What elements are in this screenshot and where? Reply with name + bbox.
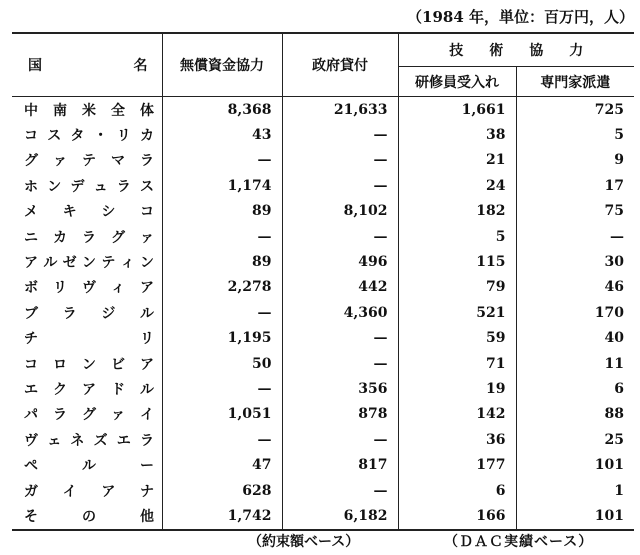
experts-cell: 25 — [516, 427, 634, 452]
trainees-cell: 182 — [398, 199, 516, 224]
grant-cell: 43 — [162, 122, 282, 147]
trainees-cell: 24 — [398, 173, 516, 198]
trainees-cell: 36 — [398, 427, 516, 452]
trainees-cell: 6 — [398, 478, 516, 503]
country-name: メ キ シ コ — [24, 204, 154, 221]
grant-cell: 89 — [162, 249, 282, 274]
loan-cell: 817 — [282, 452, 398, 477]
loan-cell: 878 — [282, 402, 398, 427]
table-row — [12, 148, 634, 173]
grant-cell: 1,742 — [162, 503, 282, 529]
experts-cell: 17 — [516, 173, 634, 198]
grant-cell: 1,195 — [162, 326, 282, 351]
table-row — [12, 275, 634, 300]
grant-cell: — — [162, 376, 282, 401]
country-name: ア ル ゼ ン テ ィ ン — [24, 255, 154, 272]
trainees-cell: 21 — [398, 148, 516, 173]
country-cell — [12, 427, 162, 452]
experts-cell: 6 — [516, 376, 634, 401]
loan-cell: — — [282, 427, 398, 452]
loan-cell: — — [282, 351, 398, 376]
header-grant: 無償資金協力 — [162, 33, 282, 97]
experts-cell: 5 — [516, 122, 634, 147]
experts-cell: 101 — [516, 503, 634, 529]
header-experts: 専門家派遣 — [516, 67, 634, 97]
table-row — [12, 326, 634, 351]
grant-cell: 1,174 — [162, 173, 282, 198]
country-cell — [12, 199, 162, 224]
loan-cell: — — [282, 224, 398, 249]
header-technical-label: 技術協力 — [449, 43, 610, 59]
table-row — [12, 376, 634, 401]
country-cell — [12, 351, 162, 376]
country-name: グ ァ テ マ ラ — [24, 153, 154, 170]
table-row — [12, 97, 634, 123]
country-name: ボ リ ヴ ィ ア — [24, 280, 154, 297]
country-name: チ リ — [24, 331, 154, 348]
loan-cell: — — [282, 326, 398, 351]
trainees-cell: 79 — [398, 275, 516, 300]
country-cell — [12, 402, 162, 427]
country-name: コ ス タ ・ リ カ — [24, 128, 154, 145]
experts-cell: 101 — [516, 452, 634, 477]
loan-cell: 442 — [282, 275, 398, 300]
loan-cell: — — [282, 478, 398, 503]
table-row — [12, 478, 634, 503]
trainees-cell: 177 — [398, 452, 516, 477]
trainees-cell: 59 — [398, 326, 516, 351]
country-name: ペ ル ー — [24, 458, 154, 475]
trainees-cell: 38 — [398, 122, 516, 147]
table-header — [12, 33, 634, 97]
grant-cell: — — [162, 300, 282, 325]
country-cell — [12, 148, 162, 173]
loan-cell: 6,182 — [282, 503, 398, 529]
country-cell — [12, 478, 162, 503]
experts-cell: 46 — [516, 275, 634, 300]
table-row — [12, 199, 634, 224]
experts-cell: 88 — [516, 402, 634, 427]
header-loan: 政府貸付 — [282, 33, 398, 97]
header-country-char-1: 国 — [28, 58, 42, 74]
trainees-cell: 19 — [398, 376, 516, 401]
table-row — [12, 224, 634, 249]
table-row — [12, 452, 634, 477]
table-row — [12, 122, 634, 147]
header-technical — [398, 33, 634, 67]
grant-cell: 89 — [162, 199, 282, 224]
country-cell — [12, 97, 162, 123]
table-row — [12, 503, 634, 529]
experts-cell: 1 — [516, 478, 634, 503]
country-cell — [12, 376, 162, 401]
grant-cell: 47 — [162, 452, 282, 477]
country-cell — [12, 173, 162, 198]
footnote-tech-basis: （ＤＡＣ実績ベース） — [444, 534, 594, 550]
table-row — [12, 173, 634, 198]
experts-cell: 75 — [516, 199, 634, 224]
country-name: パ ラ グ ァ イ — [24, 407, 154, 424]
country-cell — [12, 503, 162, 529]
country-cell — [12, 275, 162, 300]
country-cell — [12, 300, 162, 325]
loan-cell: 8,102 — [282, 199, 398, 224]
grant-cell: — — [162, 427, 282, 452]
trainees-cell: 521 — [398, 300, 516, 325]
grant-cell: 628 — [162, 478, 282, 503]
country-cell — [12, 122, 162, 147]
trainees-cell: 142 — [398, 402, 516, 427]
table-row — [12, 249, 634, 274]
country-name: ホ ン デ ュ ラ ス — [24, 178, 154, 195]
table-row — [12, 300, 634, 325]
experts-cell: 725 — [516, 97, 634, 123]
country-name: コ ロ ン ビ ア — [24, 356, 154, 373]
country-cell — [12, 224, 162, 249]
trainees-cell: 115 — [398, 249, 516, 274]
country-name: 中 南 米 全 体 — [24, 102, 154, 119]
aid-table — [12, 32, 634, 531]
table-row — [12, 351, 634, 376]
experts-cell: 9 — [516, 148, 634, 173]
loan-cell: 356 — [282, 376, 398, 401]
grant-cell: 1,051 — [162, 402, 282, 427]
loan-cell: 4,360 — [282, 300, 398, 325]
grant-cell: 50 — [162, 351, 282, 376]
experts-cell: — — [516, 224, 634, 249]
unit-note: （1984 年，単位：百万円，人） — [407, 8, 634, 26]
loan-cell: — — [282, 148, 398, 173]
loan-cell: 21,633 — [282, 97, 398, 123]
grant-cell: — — [162, 224, 282, 249]
grant-cell: 8,368 — [162, 97, 282, 123]
country-cell — [12, 452, 162, 477]
trainees-cell: 71 — [398, 351, 516, 376]
grant-cell: — — [162, 148, 282, 173]
table-body — [12, 97, 634, 530]
footnote-grant-basis: （約束額ベース） — [248, 534, 360, 550]
loan-cell: — — [282, 173, 398, 198]
country-name: ブ ラ ジ ル — [24, 305, 154, 322]
loan-cell: — — [282, 122, 398, 147]
table-row — [12, 402, 634, 427]
country-name: そ の 他 — [24, 508, 154, 525]
trainees-cell: 166 — [398, 503, 516, 529]
country-name: ヴ ェ ネ ズ エ ラ — [24, 432, 154, 449]
header-country-char-2: 名 — [133, 58, 148, 74]
country-name: エ ク ア ド ル — [24, 381, 154, 398]
footnotes — [0, 531, 640, 551]
trainees-cell: 1,661 — [398, 97, 516, 123]
header-trainees: 研修員受入れ — [398, 67, 516, 97]
grant-cell: 2,278 — [162, 275, 282, 300]
country-name: ニ カ ラ グ ァ — [24, 229, 154, 246]
experts-cell: 11 — [516, 351, 634, 376]
country-cell — [12, 249, 162, 274]
country-cell — [12, 326, 162, 351]
experts-cell: 170 — [516, 300, 634, 325]
experts-cell: 30 — [516, 249, 634, 274]
loan-cell: 496 — [282, 249, 398, 274]
country-name: ガ イ ア ナ — [24, 483, 154, 500]
header-country — [12, 33, 162, 97]
experts-cell: 40 — [516, 326, 634, 351]
trainees-cell: 5 — [398, 224, 516, 249]
table-row — [12, 427, 634, 452]
